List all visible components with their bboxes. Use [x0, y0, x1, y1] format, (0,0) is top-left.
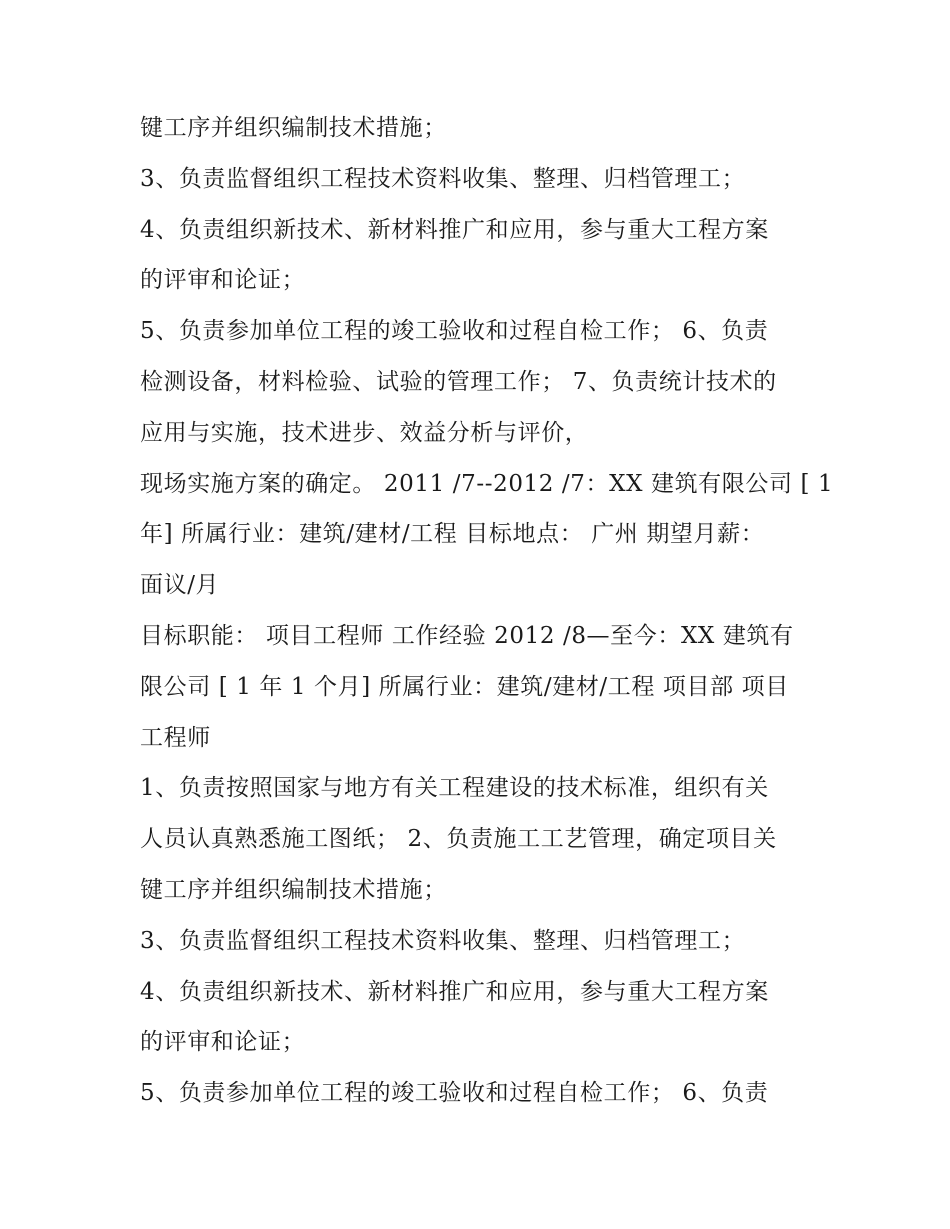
text-line: 5、负责参加单位工程的竣工验收和过程自检工作； 6、负责	[140, 1080, 769, 1107]
text-line: 工程师	[140, 724, 211, 751]
text-line: 面议/月	[140, 572, 220, 599]
text-line: 3、负责监督组织工程技术资料收集、整理、归档管理工；	[140, 165, 746, 192]
text-line: 的评审和论证；	[140, 267, 306, 294]
text-line: 现场实施方案的确定。 2011 /7--2012 /7：XX 建筑有限公司 [ 1	[140, 470, 834, 497]
text-line: 4、负责组织新技术、新材料推广和应用，参与重大工程方案	[140, 216, 769, 243]
text-line: 年] 所属行业：建筑/建材/工程 目标地点： 广州 期望月薪：	[140, 521, 765, 548]
text-line: 5、负责参加单位工程的竣工验收和过程自检工作； 6、负责	[140, 318, 769, 345]
text-line: 1、负责按照国家与地方有关工程建设的技术标准，组织有关	[140, 775, 769, 802]
text-line: 人员认真熟悉施工图纸； 2、负责施工工艺管理，确定项目关	[140, 826, 777, 853]
text-line: 3、负责监督组织工程技术资料收集、整理、归档管理工；	[140, 927, 746, 954]
text-line: 4、负责组织新技术、新材料推广和应用，参与重大工程方案	[140, 978, 769, 1005]
text-line: 检测设备，材料检验、试验的管理工作； 7、负责统计技术的	[140, 368, 777, 395]
document-body	[140, 103, 834, 1119]
text-line: 的评审和论证；	[140, 1029, 306, 1056]
text-line: 键工序并组织编制技术措施；	[140, 876, 447, 903]
text-line: 限公司 [ 1 年 1 个月] 所属行业：建筑/建材/工程 项目部 项目	[140, 673, 789, 700]
text-line: 应用与实施，技术进步、效益分析与评价，	[140, 419, 589, 446]
text-line: 目标职能： 项目工程师 工作经验 2012 /8—至今：XX 建筑有	[140, 622, 794, 649]
text-line: 键工序并组织编制技术措施；	[140, 115, 447, 141]
